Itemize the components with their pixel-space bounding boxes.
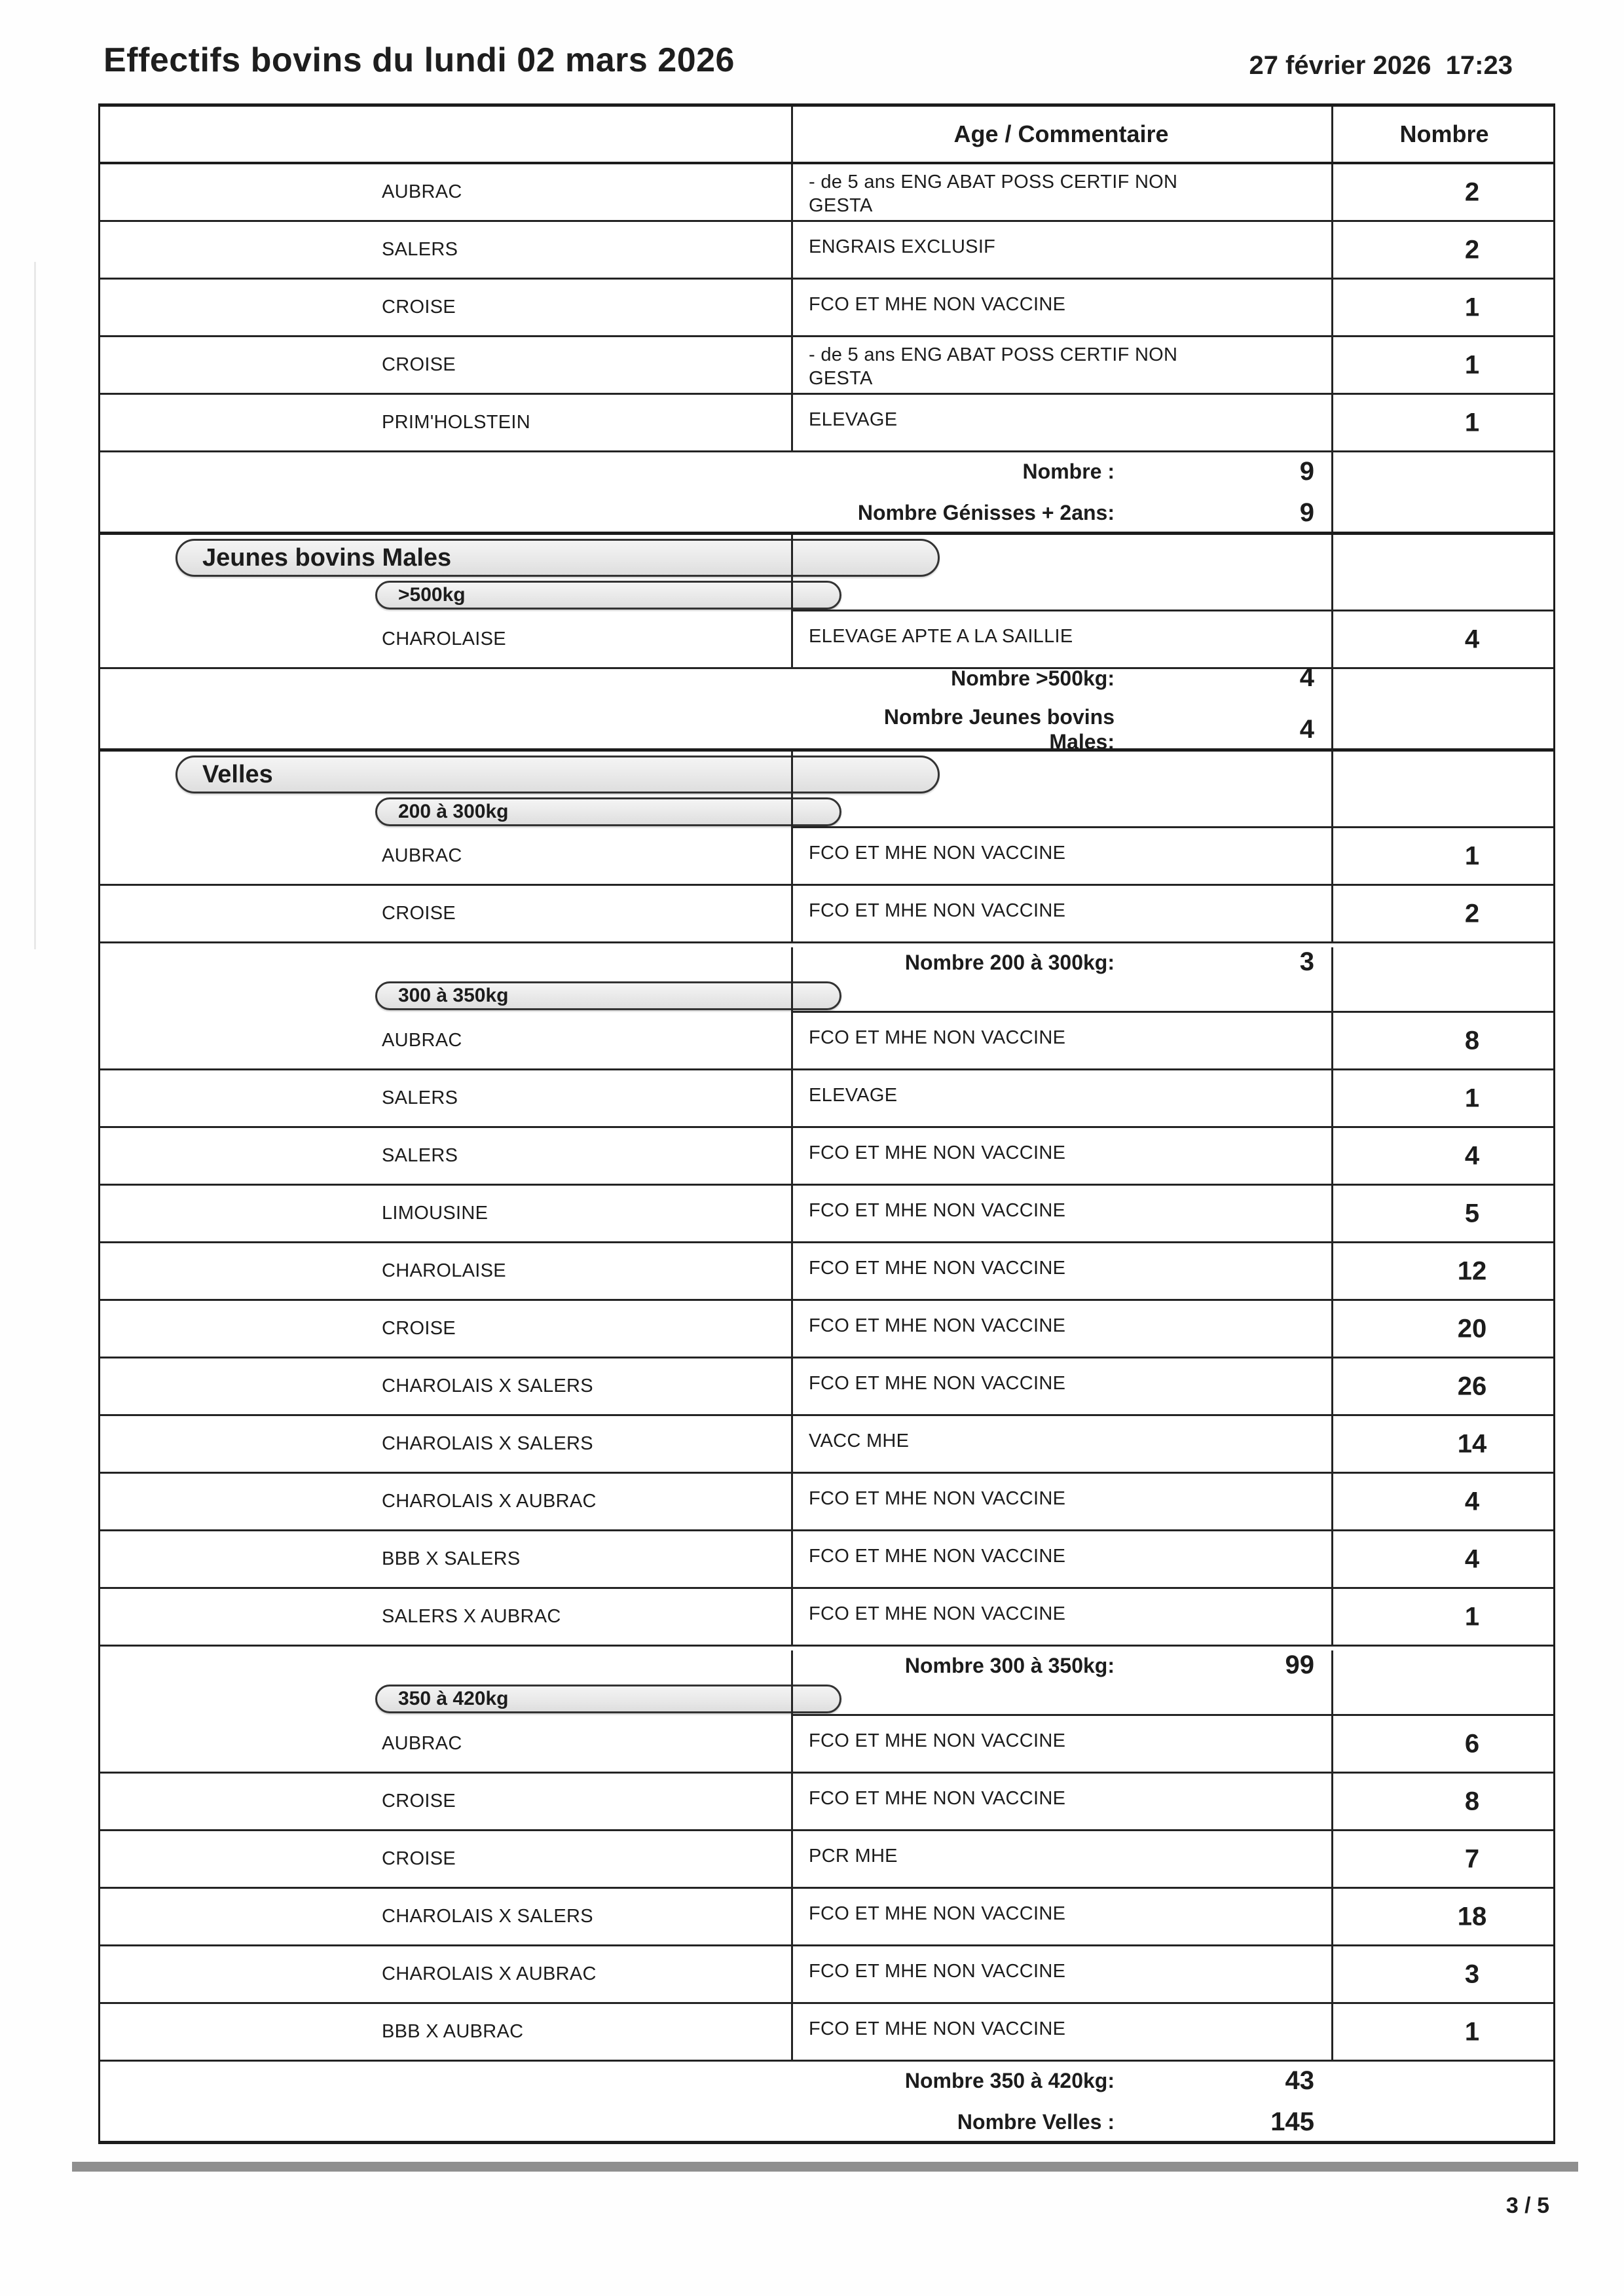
- breed-cell: CHAROLAISE: [382, 629, 506, 649]
- column-divider-1: [791, 1716, 793, 1772]
- breed-cell: CHAROLAIS X SALERS: [382, 1906, 593, 1927]
- column-divider-2: [1331, 1716, 1333, 1772]
- comment-cell: PCR MHE: [809, 1846, 898, 1867]
- count-cell: 8: [1464, 1787, 1480, 1815]
- partial-divider: [791, 1714, 1553, 1716]
- summary-value: 145: [1270, 2107, 1314, 2136]
- summary-value: 43: [1285, 2066, 1314, 2095]
- summary-line: [100, 1650, 1553, 1680]
- column-divider-2: [1331, 1589, 1333, 1645]
- count-cell: 1: [1464, 408, 1480, 437]
- column-divider-1: [791, 752, 793, 828]
- column-divider-2: [1331, 1301, 1333, 1357]
- breed-cell: BBB X AUBRAC: [382, 2021, 524, 2042]
- summary-label-line: Males:: [1049, 730, 1115, 754]
- comment-cell: ENGRAIS EXCLUSIF: [809, 236, 996, 257]
- table-row: [100, 611, 1553, 669]
- comment-cell: FCO ET MHE NON VACCINE: [809, 1961, 1066, 1982]
- column-divider-1: [791, 828, 793, 884]
- breed-cell: CHAROLAIS X AUBRAC: [382, 1963, 597, 1984]
- table-row: [100, 1474, 1553, 1531]
- comment-cell: - de 5 ans ENG ABAT POSS CERTIF NON GESTA: [809, 344, 1178, 389]
- comment-cell: ELEVAGE APTE A LA SAILLIE: [809, 626, 1073, 647]
- summary-value: 99: [1285, 1650, 1314, 1679]
- print-datetime: 27 février 2026 17:23: [1249, 51, 1513, 80]
- table-row: [100, 1070, 1553, 1128]
- column-divider-1: [791, 1774, 793, 1829]
- report-table: [98, 103, 1555, 2144]
- footer-bar: [72, 2162, 1578, 2172]
- table-row: [100, 1186, 1553, 1243]
- comment-cell: FCO ET MHE NON VACCINE: [809, 1373, 1066, 1394]
- partial-divider: [791, 826, 1553, 828]
- count-cell: 4: [1464, 1544, 1480, 1573]
- breed-cell: SALERS: [382, 239, 458, 260]
- breed-cell: SALERS: [382, 1145, 458, 1166]
- count-cell: 20: [1457, 1314, 1487, 1343]
- comment-cell: FCO ET MHE NON VACCINE: [809, 1315, 1066, 1336]
- column-divider-2: [1331, 222, 1333, 278]
- column-divider-2: [1331, 1416, 1333, 1472]
- column-divider-2: [1331, 1474, 1333, 1529]
- count-cell: 6: [1464, 1729, 1480, 1758]
- breed-cell: CROISE: [382, 354, 456, 375]
- breed-cell: AUBRAC: [382, 1733, 462, 1754]
- summary-label: Nombre Velles :: [957, 2110, 1115, 2134]
- column-divider-1: [791, 107, 793, 162]
- column-divider-1: [791, 1831, 793, 1887]
- column-divider-2: [1331, 1531, 1333, 1587]
- column-divider-1: [791, 1070, 793, 1126]
- table-row: [100, 395, 1553, 452]
- table-row: [100, 1946, 1553, 2004]
- breed-cell: PRIM'HOLSTEIN: [382, 412, 530, 433]
- table-row: [100, 1013, 1553, 1070]
- column-divider-1: [791, 1358, 793, 1414]
- comment-cell: FCO ET MHE NON VACCINE: [809, 1788, 1066, 1809]
- column-divider-2: [1331, 1358, 1333, 1414]
- column-divider-2: [1331, 164, 1333, 220]
- count-cell: 2: [1464, 899, 1480, 928]
- summary-line: [100, 498, 1553, 528]
- count-cell: 1: [1464, 1602, 1480, 1631]
- column-divider-1: [791, 1128, 793, 1184]
- count-cell: 4: [1464, 1141, 1480, 1170]
- column-divider-2: [1331, 535, 1333, 611]
- breed-cell: CHAROLAIS X AUBRAC: [382, 1491, 597, 1512]
- comment-cell: FCO ET MHE NON VACCINE: [809, 1258, 1066, 1279]
- table-row: [100, 280, 1553, 337]
- count-cell: 1: [1464, 350, 1480, 379]
- table-row: [100, 337, 1553, 395]
- comment-cell: FCO ET MHE NON VACCINE: [809, 294, 1066, 315]
- summary-label: Nombre 350 à 420kg:: [904, 2069, 1115, 2092]
- page-title: Effectifs bovins du lundi 02 mars 2026: [103, 41, 735, 79]
- table-row: [100, 1831, 1553, 1889]
- summary-band: [100, 663, 1553, 754]
- column-divider-1: [791, 337, 793, 393]
- summary-label: Nombre :: [1022, 460, 1115, 483]
- column-divider-2: [1331, 1774, 1333, 1829]
- table-row: [100, 222, 1553, 280]
- column-divider-2: [1331, 1889, 1333, 1944]
- count-cell: 12: [1457, 1256, 1487, 1285]
- count-cell: 1: [1464, 2017, 1480, 2046]
- summary-label: Nombre >500kg:: [951, 666, 1115, 690]
- comment-cell: FCO ET MHE NON VACCINE: [809, 1730, 1066, 1751]
- section-banner: Velles: [175, 756, 940, 793]
- column-divider-2: [1331, 2004, 1333, 2060]
- summary-label-line: Nombre Jeunes bovins: [883, 705, 1115, 729]
- column-divider-2: [1331, 611, 1333, 667]
- comment-cell: FCO ET MHE NON VACCINE: [809, 1200, 1066, 1221]
- subsummary-band: [100, 947, 1553, 1013]
- column-divider-1: [791, 1416, 793, 1472]
- partial-divider: [791, 610, 1553, 611]
- column-divider-2: [1331, 752, 1333, 828]
- column-divider-1: [791, 1013, 793, 1068]
- column-divider-1: [791, 1301, 793, 1357]
- column-divider-1: [791, 164, 793, 220]
- table-row: [100, 1716, 1553, 1774]
- column-divider-2: [1331, 280, 1333, 335]
- table-row: [100, 1128, 1553, 1186]
- section-banner: Jeunes bovins Males: [175, 539, 940, 577]
- column-divider-1: [791, 395, 793, 450]
- comment-cell: FCO ET MHE NON VACCINE: [809, 1546, 1066, 1567]
- breed-cell: CROISE: [382, 1848, 456, 1869]
- table-header-row: [100, 107, 1553, 164]
- comment-cell: - de 5 ans ENG ABAT POSS CERTIF NON GESTA: [809, 172, 1178, 216]
- subsection-banner: 200 à 300kg: [375, 797, 841, 826]
- column-divider-2: [1331, 828, 1333, 884]
- comment-cell: FCO ET MHE NON VACCINE: [809, 2018, 1066, 2039]
- count-cell: 26: [1457, 1372, 1487, 1400]
- summary-value: 9: [1299, 498, 1314, 527]
- count-cell: 4: [1464, 625, 1480, 653]
- column-divider-1: [791, 1589, 793, 1645]
- summary-label: Nombre 300 à 350kg:: [904, 1653, 1115, 1677]
- column-divider-2: [1331, 395, 1333, 450]
- count-cell: 2: [1464, 177, 1480, 206]
- column-divider-2: [1331, 1243, 1333, 1299]
- column-divider-2: [1331, 1186, 1333, 1241]
- page-number: 3 / 5: [1505, 2193, 1549, 2218]
- column-divider-1: [791, 1186, 793, 1241]
- column-divider-1: [791, 280, 793, 335]
- summary-label: [884, 704, 1115, 754]
- column-divider-2: [1331, 947, 1333, 1013]
- table-body: [100, 164, 1553, 2141]
- summary-value: 4: [1299, 714, 1314, 744]
- breed-cell: SALERS X AUBRAC: [382, 1606, 561, 1627]
- table-row: [100, 1589, 1553, 1647]
- comment-cell: FCO ET MHE NON VACCINE: [809, 1903, 1066, 1924]
- count-cell: 8: [1464, 1026, 1480, 1055]
- column-divider-2: [1331, 452, 1333, 532]
- count-cell: 7: [1464, 1844, 1480, 1873]
- breed-cell: CROISE: [382, 1318, 456, 1339]
- table-row: [100, 1301, 1553, 1358]
- column-divider-1: [791, 2004, 793, 2060]
- summary-band: [100, 452, 1553, 532]
- table-row: [100, 886, 1553, 943]
- table-row: [100, 1774, 1553, 1831]
- summary-line: [100, 2066, 1553, 2096]
- section-band: [100, 748, 1553, 828]
- breed-cell: AUBRAC: [382, 181, 462, 202]
- summary-line: [100, 2107, 1553, 2137]
- table-row: [100, 2004, 1553, 2062]
- summary-line: [100, 704, 1553, 754]
- summary-label: Nombre Génisses + 2ans:: [857, 501, 1115, 524]
- summary-line: [100, 947, 1553, 977]
- partial-divider: [791, 1011, 1553, 1013]
- count-cell: 18: [1457, 1902, 1487, 1931]
- count-cell: 4: [1464, 1487, 1480, 1516]
- count-cell: 3: [1464, 1959, 1480, 1988]
- column-divider-1: [791, 222, 793, 278]
- breed-cell: CROISE: [382, 297, 456, 318]
- count-cell: 1: [1464, 1084, 1480, 1112]
- comment-cell: FCO ET MHE NON VACCINE: [809, 1603, 1066, 1624]
- column-divider-2: [1331, 1831, 1333, 1887]
- table-row: [100, 1416, 1553, 1474]
- column-divider-2: [1331, 1070, 1333, 1126]
- breed-cell: CROISE: [382, 903, 456, 924]
- column-divider-1: [791, 886, 793, 941]
- column-divider-1: [791, 947, 793, 1013]
- subsection-banner: 300 à 350kg: [375, 981, 841, 1010]
- column-divider-1: [791, 1243, 793, 1299]
- breed-cell: CHAROLAIS X SALERS: [382, 1376, 593, 1396]
- comment-cell: ELEVAGE: [809, 409, 898, 430]
- breed-cell: AUBRAC: [382, 845, 462, 866]
- comment-cell: ELEVAGE: [809, 1085, 898, 1106]
- subsection-banner: 350 à 420kg: [375, 1685, 841, 1713]
- summary-value: 9: [1299, 456, 1314, 486]
- subsummary-band: [100, 1650, 1553, 1716]
- scan-artifact: [34, 262, 36, 949]
- comment-cell: FCO ET MHE NON VACCINE: [809, 1027, 1066, 1048]
- table-row: [100, 1531, 1553, 1589]
- table-row: [100, 164, 1553, 222]
- comment-cell: FCO ET MHE NON VACCINE: [809, 1488, 1066, 1509]
- column-divider-2: [1331, 337, 1333, 393]
- column-divider-1: [791, 1650, 793, 1716]
- summary-label: Nombre 200 à 300kg:: [904, 950, 1115, 974]
- comment-cell: FCO ET MHE NON VACCINE: [809, 843, 1066, 864]
- breed-cell: BBB X SALERS: [382, 1548, 521, 1569]
- summary-value: 4: [1299, 663, 1314, 692]
- comment-cell: FCO ET MHE NON VACCINE: [809, 900, 1066, 921]
- table-row: [100, 1243, 1553, 1301]
- column-divider-1: [791, 1531, 793, 1587]
- count-cell: 1: [1464, 293, 1480, 321]
- count-cell: 5: [1464, 1199, 1480, 1228]
- column-divider-2: [1331, 669, 1333, 748]
- breed-cell: SALERS: [382, 1087, 458, 1108]
- breed-cell: CROISE: [382, 1791, 456, 1812]
- column-divider-2: [1331, 1650, 1333, 1716]
- column-divider-2: [1331, 1128, 1333, 1184]
- count-cell: 14: [1457, 1429, 1487, 1458]
- column-divider-1: [791, 1946, 793, 2002]
- section-band: [100, 532, 1553, 611]
- column-divider-1: [791, 1474, 793, 1529]
- column-divider-1: [791, 1889, 793, 1944]
- comment-cell: FCO ET MHE NON VACCINE: [809, 1142, 1066, 1163]
- breed-cell: CHAROLAIS X SALERS: [382, 1433, 593, 1454]
- table-row: [100, 828, 1553, 886]
- column-divider-2: [1331, 1013, 1333, 1068]
- column-divider-1: [791, 611, 793, 667]
- column-divider-1: [791, 535, 793, 611]
- subsection-banner: >500kg: [375, 581, 841, 610]
- table-row: [100, 1889, 1553, 1946]
- column-divider-2: [1331, 1946, 1333, 2002]
- breed-cell: LIMOUSINE: [382, 1203, 489, 1224]
- summary-band: [100, 2062, 1553, 2141]
- count-cell: 1: [1464, 841, 1480, 870]
- header-col-age-commentaire: Age / Commentaire: [953, 120, 1169, 147]
- header-col-nombre: Nombre: [1399, 120, 1489, 147]
- summary-line: [100, 663, 1553, 693]
- count-cell: 2: [1464, 235, 1480, 264]
- table-row: [100, 1358, 1553, 1416]
- summary-line: [100, 457, 1553, 486]
- summary-value: 3: [1299, 947, 1314, 976]
- column-divider-2: [1331, 107, 1333, 162]
- breed-cell: CHAROLAISE: [382, 1260, 506, 1281]
- comment-cell: VACC MHE: [809, 1430, 910, 1451]
- column-divider-2: [1331, 886, 1333, 941]
- breed-cell: AUBRAC: [382, 1030, 462, 1051]
